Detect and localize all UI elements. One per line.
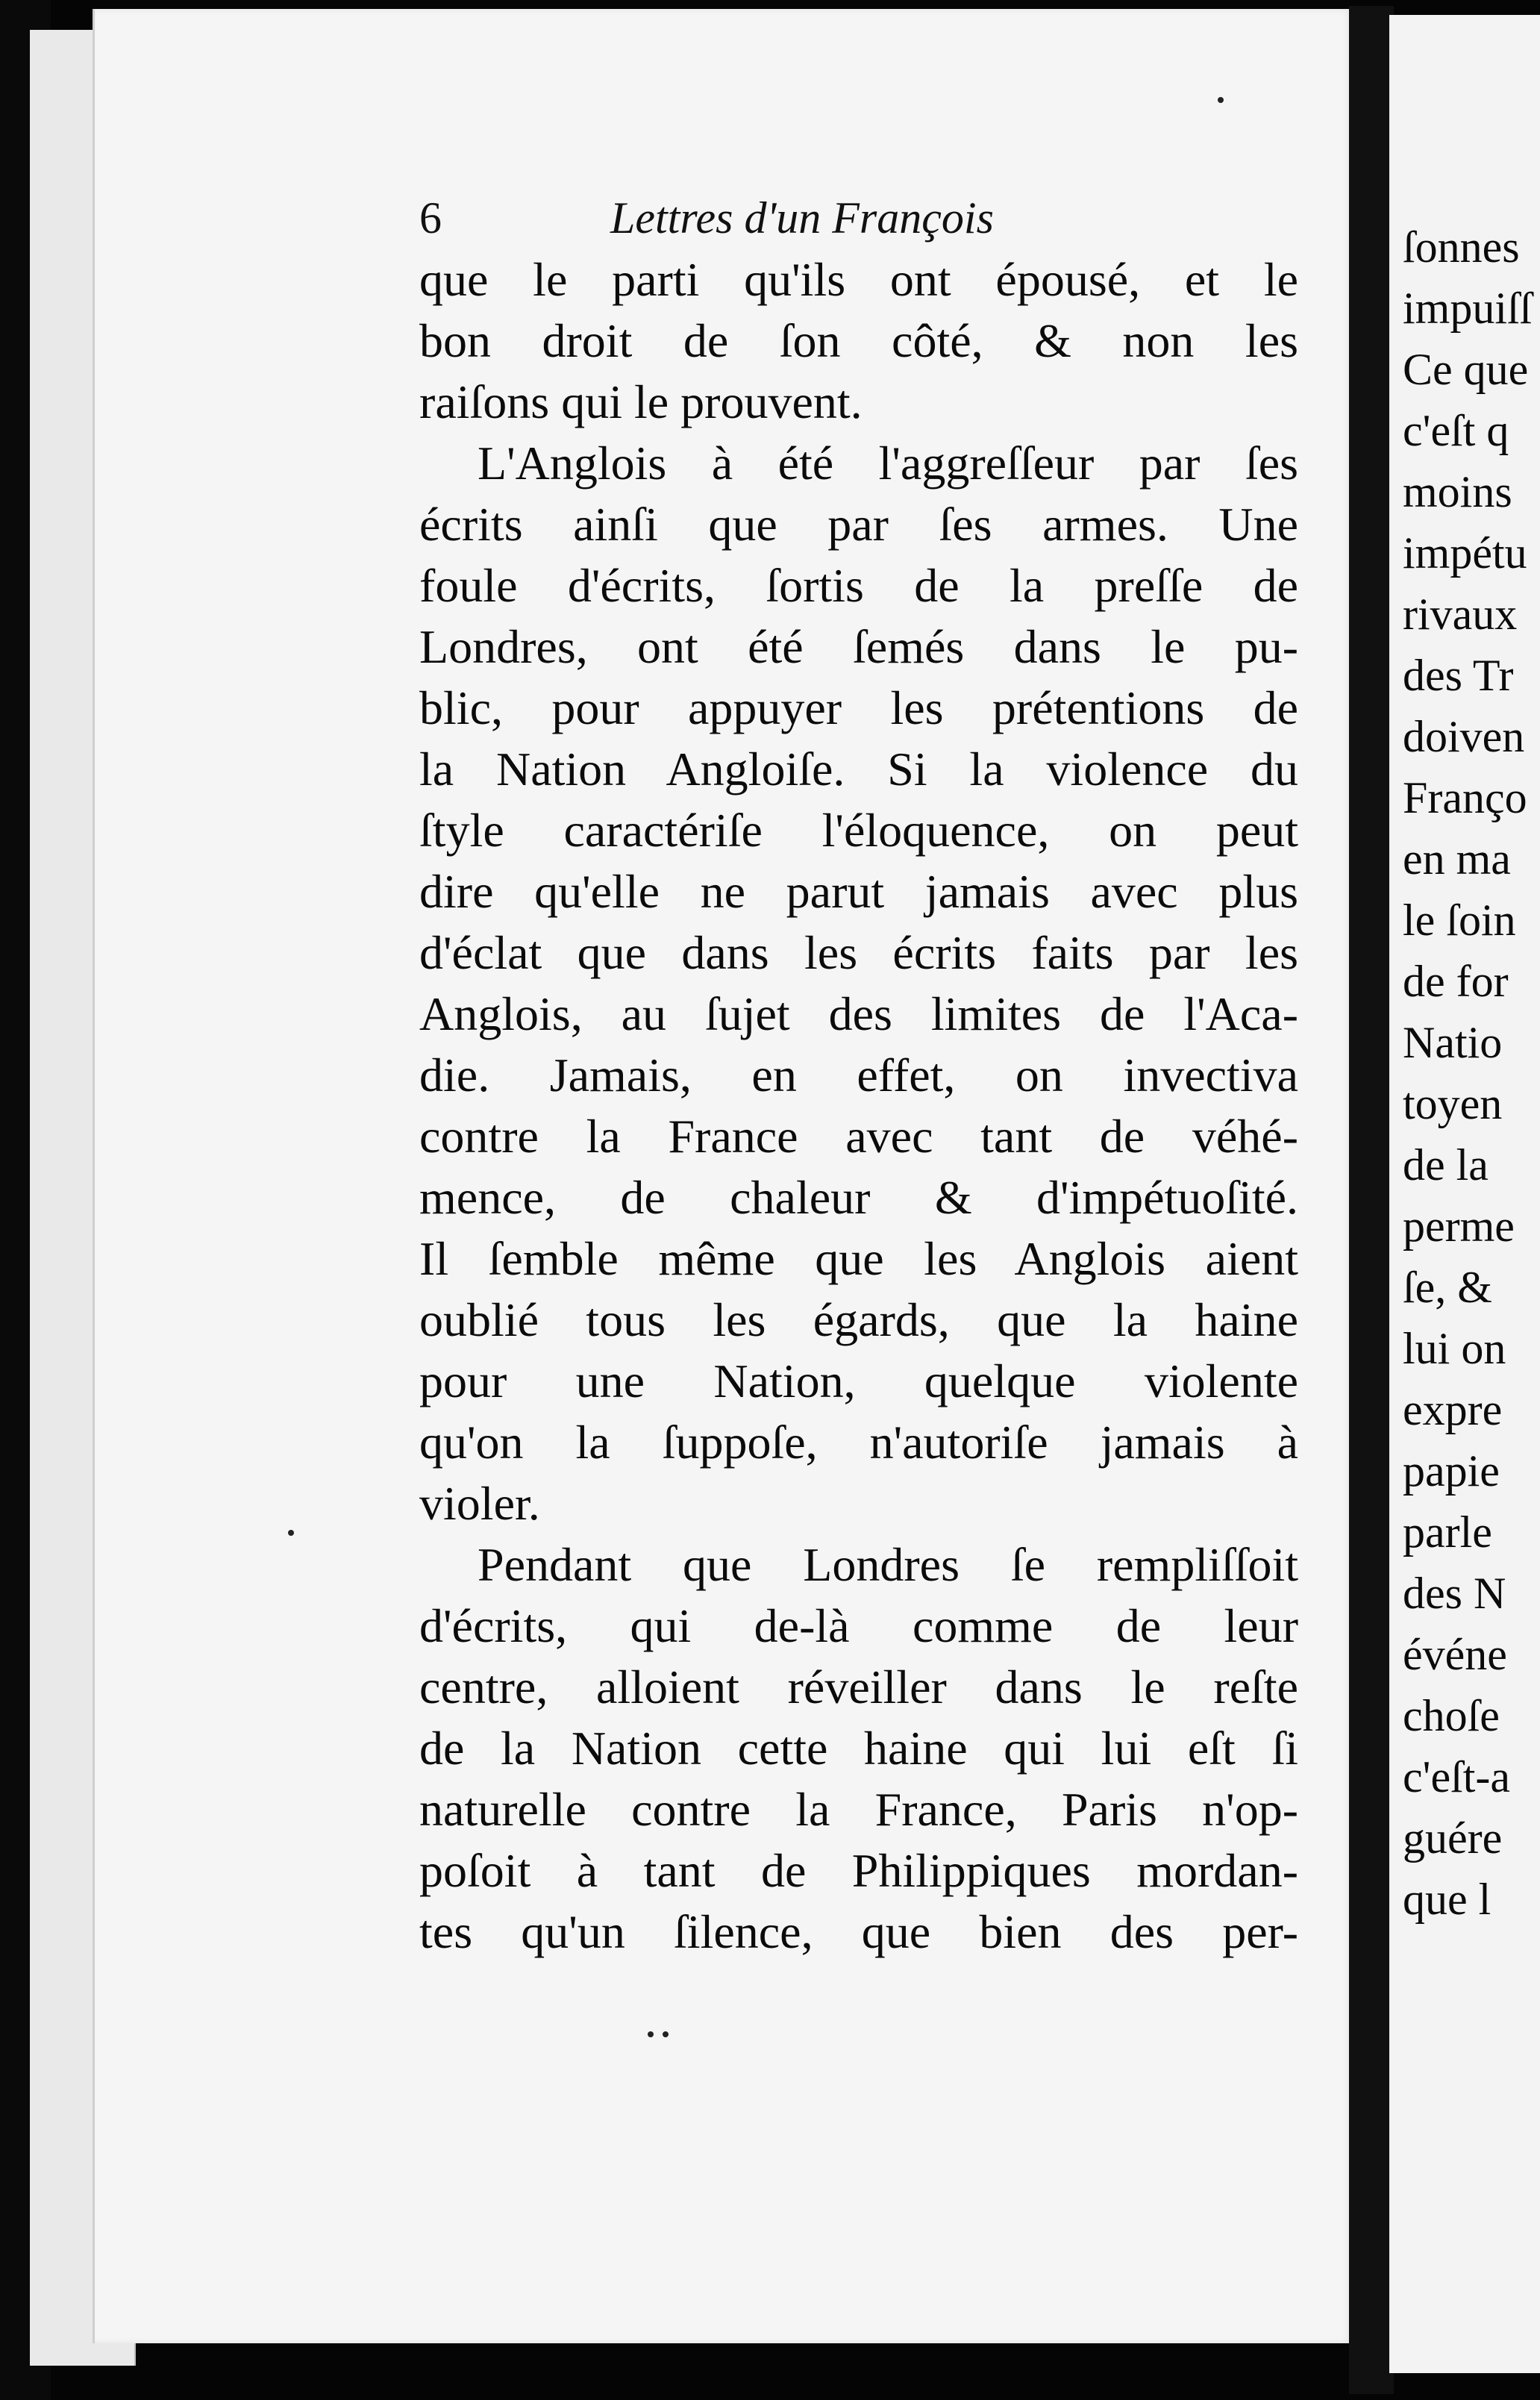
text-line: perme — [1403, 1201, 1515, 1251]
paper-speck — [663, 2031, 669, 2037]
text-line: d'éclat que dans les écrits faits par les — [419, 926, 1298, 979]
text-line: des Tr — [1403, 651, 1514, 700]
text-line: impuiſſ — [1403, 284, 1533, 333]
text-line: Anglois, au ſujet des limites de l'Aca- — [419, 987, 1298, 1040]
text-line: poſoit à tant de Philippiques mordan- — [419, 1844, 1298, 1897]
text-line: die. Jamais, en effet, on invectiva — [419, 1049, 1298, 1101]
text-line: écrits ainſi que par ſes armes. Une — [419, 498, 1298, 551]
text-line: centre, alloient réveiller dans le reſte — [419, 1660, 1298, 1713]
text-line: papie — [1403, 1446, 1500, 1496]
text-line: blic, pour appuyer les prétentions de — [419, 681, 1298, 734]
text-line: moins — [1403, 467, 1512, 516]
text-line: toyen — [1403, 1079, 1503, 1128]
right-page-text — [1403, 216, 1532, 1930]
text-line: événe — [1403, 1630, 1507, 1679]
paper-speck — [648, 2031, 654, 2037]
text-line: rivaux — [1403, 590, 1518, 639]
body-text — [419, 249, 1298, 1963]
text-line: guére — [1403, 1813, 1503, 1863]
text-line: de la Nation cette haine qui lui eſt ſi — [419, 1722, 1298, 1775]
text-line: contre la France avec tant de véhé- — [419, 1110, 1298, 1163]
text-line: Il ſemble même que les Anglois aient — [419, 1232, 1298, 1285]
text-line: c'eſt-a — [1403, 1752, 1511, 1801]
text-line: L'Anglois à été l'aggreſſeur par ſes — [478, 437, 1298, 490]
text-line: naturelle contre la France, Paris n'op- — [419, 1783, 1298, 1836]
page-header — [419, 193, 1298, 252]
text-line: doiven — [1403, 712, 1525, 761]
right-page — [1389, 15, 1540, 2373]
text-line: Pendant que Londres ſe rempliſſoit — [478, 1538, 1298, 1591]
text-line: Londres, ont été ſemés dans le pu- — [419, 620, 1298, 673]
page-number: 6 — [419, 193, 442, 243]
text-line: Natio — [1403, 1018, 1503, 1067]
paper-speck — [288, 1530, 294, 1536]
text-line: dire qu'elle ne parut jamais avec plus — [419, 865, 1298, 918]
paper-speck — [1218, 97, 1224, 103]
text-line: choſe — [1403, 1691, 1500, 1740]
text-line: c'eſt q — [1403, 406, 1509, 455]
text-line: d'écrits, qui de-là comme de leur — [419, 1599, 1298, 1652]
text-line: la Nation Angloiſe. Si la violence du — [419, 743, 1298, 796]
text-line: de for — [1403, 957, 1509, 1006]
text-line: pour une Nation, quelque violente — [419, 1354, 1298, 1407]
text-line: parle — [1403, 1507, 1492, 1557]
text-line: raiſons qui le prouvent. — [419, 375, 863, 428]
text-line: oublié tous les égards, que la haine — [419, 1293, 1298, 1346]
text-line: mence, de chaleur & d'impétuoſité. — [419, 1171, 1298, 1224]
text-line: tes qu'un ſilence, que bien des per- — [419, 1905, 1298, 1958]
book-gutter — [1349, 6, 1394, 2394]
text-line: des N — [1403, 1569, 1506, 1618]
text-line: en ma — [1403, 834, 1511, 884]
text-line: le ſoin — [1403, 896, 1516, 945]
text-line: lui on — [1403, 1324, 1506, 1373]
text-line: ſe, & — [1403, 1263, 1492, 1312]
text-line: bon droit de ſon côté, & non les — [419, 314, 1298, 367]
text-line: foule d'écrits, ſortis de la preſſe de — [419, 559, 1298, 612]
text-line: impétu — [1403, 528, 1527, 578]
text-line: ſonnes — [1403, 222, 1520, 272]
text-line: que l — [1403, 1875, 1492, 1924]
text-line: ſtyle caractériſe l'éloquence, on peut — [419, 804, 1298, 857]
text-line: Ce que — [1403, 345, 1529, 394]
text-line: que le parti qu'ils ont épousé, et le — [419, 253, 1298, 306]
text-line: violer. — [419, 1477, 540, 1530]
running-title: Lettres d'un François — [610, 193, 994, 243]
text-line: qu'on la ſuppoſe, n'autoriſe jamais à — [419, 1416, 1298, 1469]
text-line: de la — [1403, 1140, 1489, 1190]
text-line: expre — [1403, 1385, 1503, 1434]
text-line: Franço — [1403, 773, 1527, 822]
